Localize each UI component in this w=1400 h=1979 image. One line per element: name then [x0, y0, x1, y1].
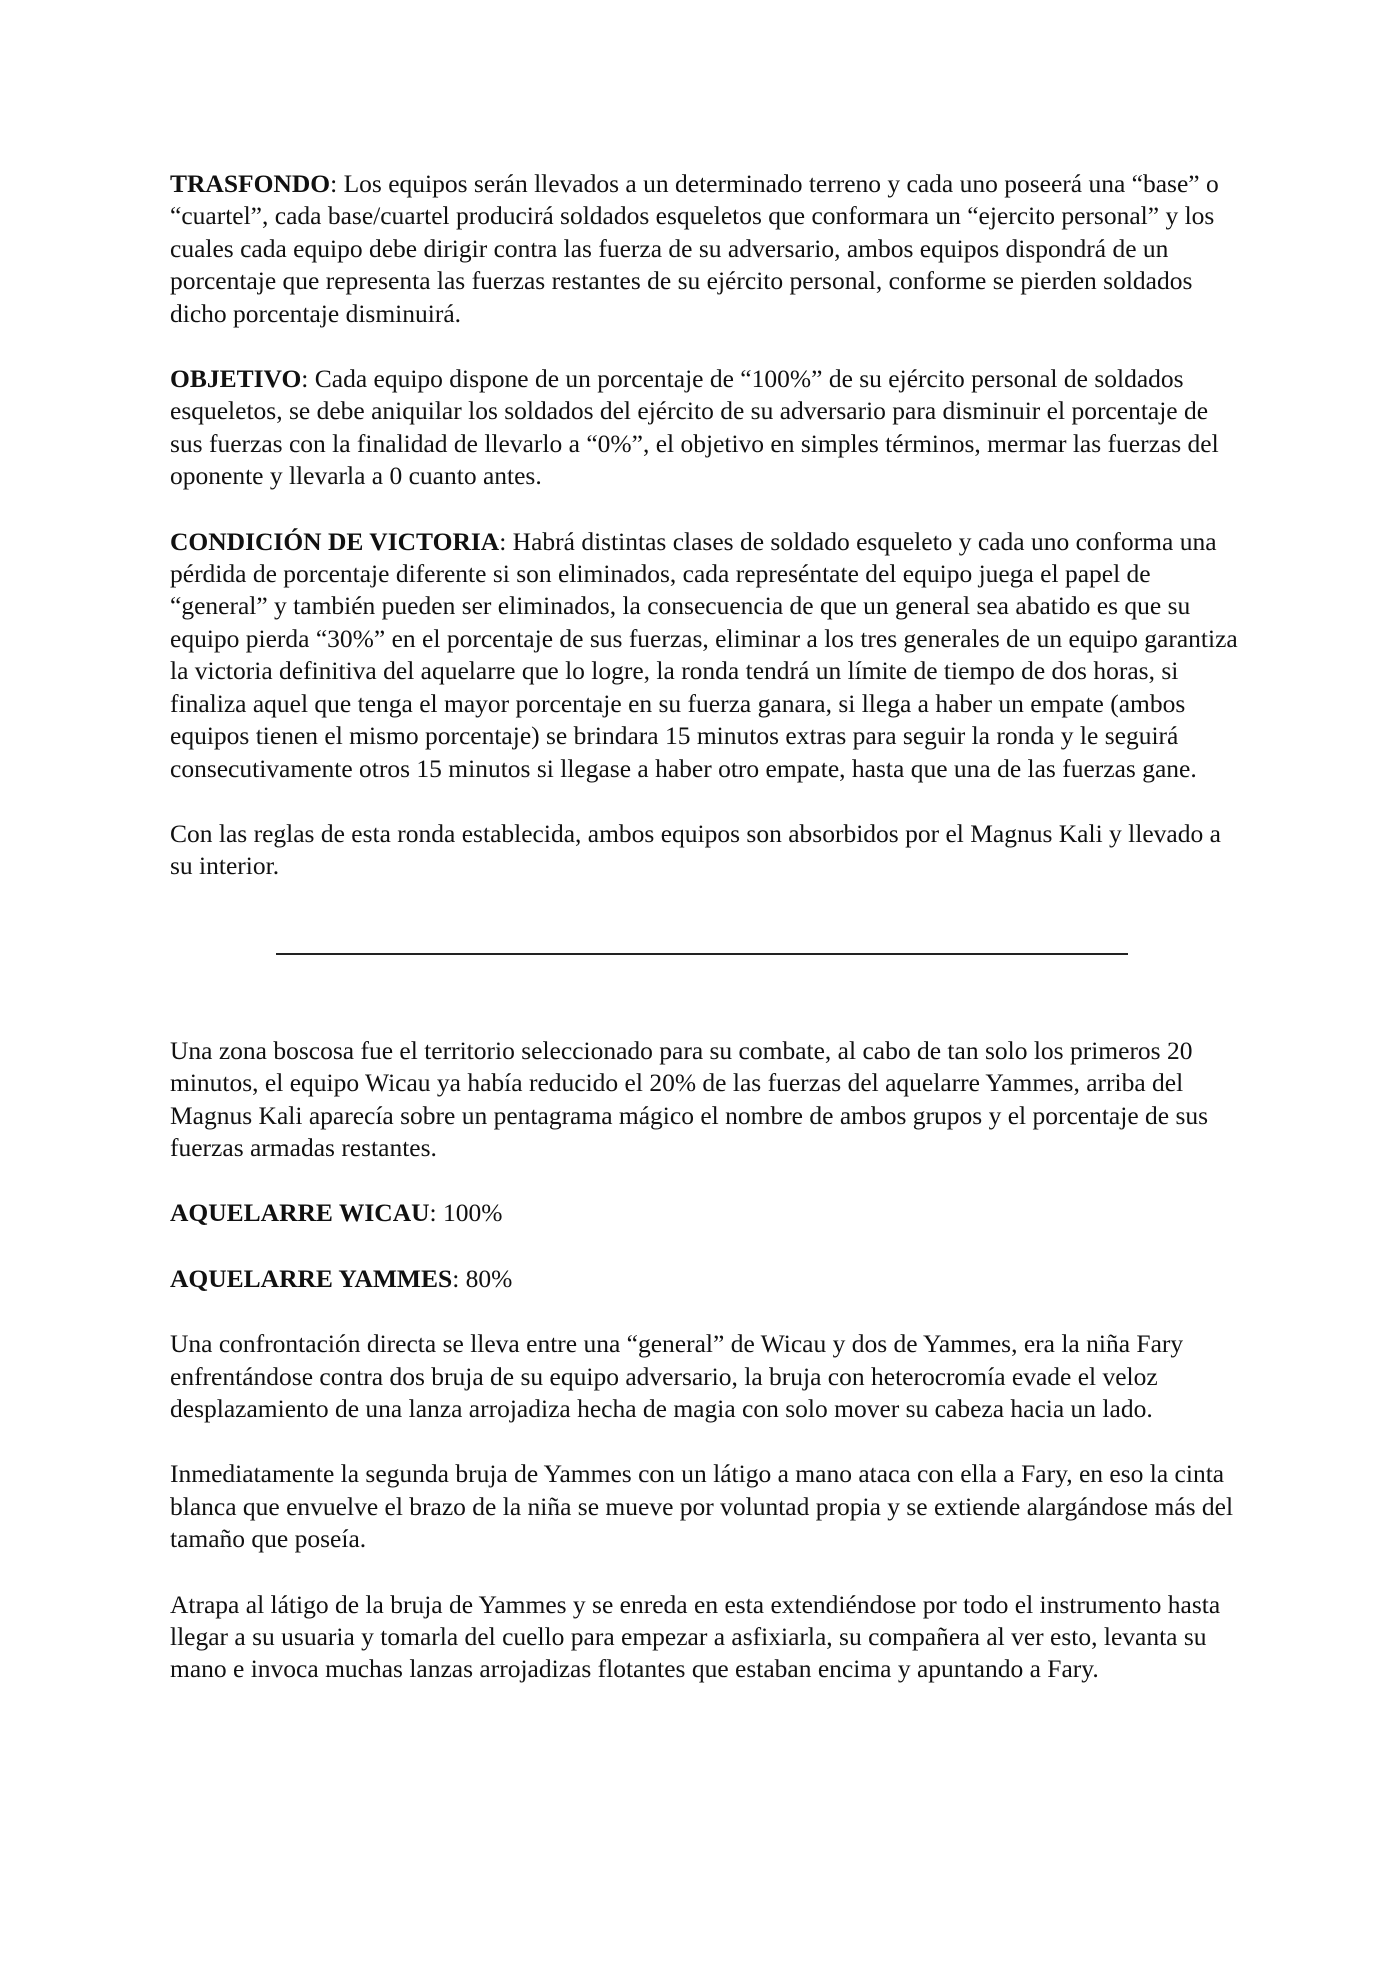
- trasfondo-label: TRASFONDO: [170, 169, 331, 198]
- score-wicau-value: : 100%: [429, 1198, 503, 1228]
- score-yammes: [170, 1263, 1245, 1295]
- story-paragraph-2: Una confrontación directa se lleva entre una “general” de Wicau y dos de Yammes, era la niña Fary enfrentándose contra dos bruja de su equipo adversario, la bruja con heterocromía evade el veloz desplazamiento de una lanza arrojadiza hecha de magia con solo mover su cabeza hacia un lado.: [170, 1329, 1184, 1423]
- objetivo-paragraph: [170, 363, 1245, 493]
- objetivo-text: : Cada equipo dispone de un porcentaje de “100%” de su ejército personal de soldados esqueletos, se debe aniquilar los soldados del ejército de su adversario para disminuir el porcentaje de sus fuerzas con la finalidad de llevarlo a “0%”, el objetivo en simples términos, mermar las fuerzas del oponente y llevarla a 0 cuanto antes.: [170, 364, 1219, 491]
- document-page: [170, 168, 1245, 1719]
- divider-spacing: [170, 955, 1245, 1035]
- trasfondo-text: : Los equipos serán llevados a un determinado terreno y cada uno poseerá una “base” o “cuartel”, cada base/cuartel producirá soldados esqueletos que conformara un “ejercito personal” y los cuales cada equipo debe dirigir contra las fuerza de su adversario, ambos equipos dispondrá de un porcentaje que representa las fuerzas restantes de su ejército personal, conforme se pierden soldados dicho porcentaje disminuirá.: [170, 169, 1219, 328]
- condicion-text: : Habrá distintas clases de soldado esqueleto y cada uno conforma una pérdida de porcentaje diferente si son eliminados, cada represéntate del equipo juega el papel de “general” y también pueden ser eliminados, la consecuencia de que un general sea abatido es que su equipo pierda “30%” en el porcentaje de sus fuerzas, eliminar a los tres generales de un equipo garantiza la victoria definitiva del aquelarre que lo logre, la ronda tendrá un límite de tiempo de dos horas, si finaliza aquel que tenga el mayor porcentaje en su fuerza ganara, si llega a haber un empate (ambos equipos tienen el mismo porcentaje) se brindara 15 minutos extras para seguir la ronda y le seguirá consecutivamente otros 15 minutos si llegase a haber otro empate, hasta que una de las fuerzas gane.: [170, 526, 1238, 783]
- score-yammes-label: AQUELARRE YAMMES: [170, 1263, 453, 1293]
- objetivo-label: OBJETIVO: [170, 364, 302, 394]
- story-paragraph-1: Una zona boscosa fue el territorio seleccionado para su combate, al cabo de tan solo los primeros 20 minutos, el equipo Wicau ya había reducido el 20% de las fuerzas del aquelarre Yammes, arriba del Magnus Kali aparecía sobre un pentagrama mágico el nombre de ambos grupos y el porcentaje de sus fuerzas armadas restantes.: [170, 1035, 1209, 1162]
- condicion-paragraph: [170, 526, 1245, 785]
- score-yammes-value: : 80%: [452, 1263, 513, 1293]
- reglas-paragraph: Con las reglas de esta ronda establecida, ambos equipos son absorbidos por el Magnus Kali y llevado a su interior.: [170, 818, 1221, 881]
- score-wicau: [170, 1197, 1245, 1229]
- score-wicau-label: AQUELARRE WICAU: [170, 1198, 430, 1228]
- story-paragraph-4: Atrapa al látigo de la bruja de Yammes y se enreda en esta extendiéndose por todo el instrumento hasta llegar a su usuaria y tomarla del cuello para empezar a asfixiarla, su compañera al ver esto, levanta su mano e invoca muchas lanzas arrojadizas flotantes que estaban encima y apuntando a Fary.: [170, 1589, 1221, 1684]
- story-paragraph-3: Inmediatamente la segunda bruja de Yammes con un látigo a mano ataca con ella a Fary, en eso la cinta blanca que envuelve el brazo de la niña se mueve por voluntad propia y se extiende alargándose más del tamaño que poseía.: [170, 1459, 1234, 1554]
- trasfondo-paragraph: [170, 168, 1245, 330]
- condicion-label: CONDICIÓN DE VICTORIA: [170, 526, 500, 556]
